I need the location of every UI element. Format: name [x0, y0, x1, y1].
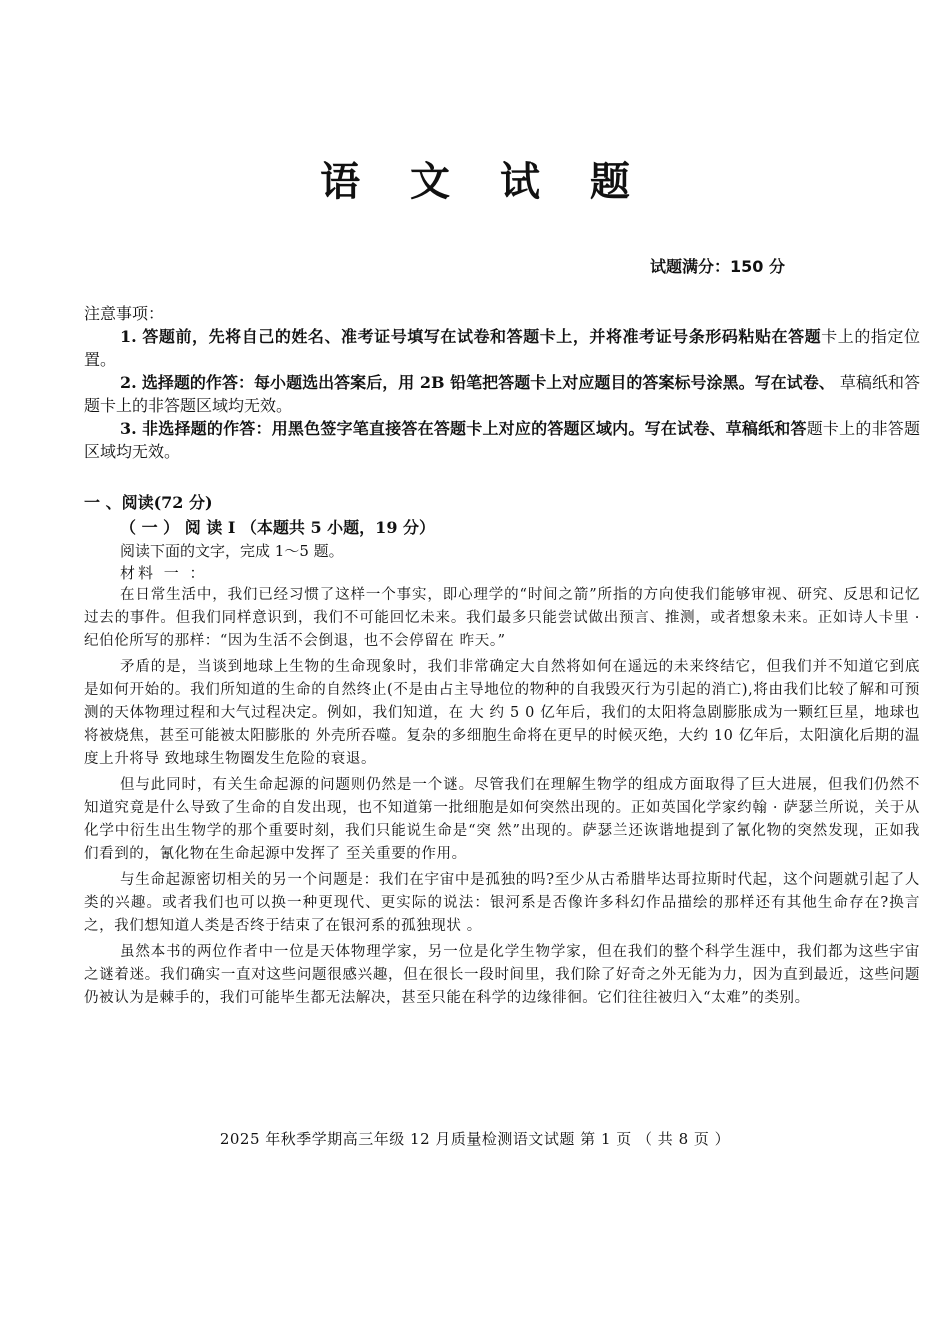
material-label: 材料 一 ：	[120, 564, 208, 582]
notice-item-1	[84, 325, 920, 371]
notice-item-2-number: 2.	[120, 373, 137, 392]
notice-item-3-strong: 非选择题的作答：用黑色签字笔直接答在答题卡上对应的答题区域内。写在试卷、草稿纸和答	[142, 419, 807, 438]
notice-heading: 注意事项：	[84, 304, 165, 323]
notice-item-2-strong: 选择题的作答：每小题选出答案后，用 2B 铅笔把答题卡上对应题目的答案标号涂黑。写在试卷、	[141, 373, 835, 392]
sub-heading: （ 一 ） 阅 读 I （本题共 5 小题，19 分）	[120, 518, 436, 537]
reading-instruction: 阅读下面的文字，完成 1～5 题。	[120, 542, 344, 560]
page-footer: 2025 年秋季学期高三年级 12 月质量检测语文试题 第 1 页 （ 共 8 页 ）	[219, 1130, 731, 1148]
passage-paragraph-1: 在日常生活中，我们已经习惯了这样一个事实，即心理学的“时间之箭”所指的方向使我们能够审视、研究、反思和记忆过去的事件。但我们同样意识到，我们不可能回忆未来。我们最多只能尝试做出预言、推测，或者想象未来。正如诗人卡里 · 纪伯伦所写的那样：“因为生活不会倒退，也不会停留在 昨天。”	[84, 587, 920, 649]
section-heading: 一 、阅读(72 分)	[84, 493, 213, 512]
page-title: 语 文 试 题	[320, 159, 648, 205]
notice-item-3-number: 3.	[120, 419, 137, 438]
notice-item-2	[84, 371, 920, 417]
full-score: 试题满分：150 分	[650, 257, 785, 276]
passage-paragraph-3: 但与此同时，有关生命起源的问题则仍然是一个谜。尽管我们在理解生物学的组成方面取得了巨大进展，但我们仍然不知道究竟是什么导致了生命的自发出现，也不知道第一批细胞是如何突然出现的。正如英国化学家约翰 · 萨瑟兰所说，关于从化学中衍生出生物学的那个重要时刻，我们只能说生命是“突 然”出现的。萨瑟兰还诙谐地提到了氰化物的突然发现，正如我们看到的，氰化物在生命起源中发挥了 至关重要的作用。	[84, 777, 920, 862]
reading-passage	[84, 584, 920, 1013]
passage-paragraph-2: 矛盾的是，当谈到地球上生物的生命现象时，我们非常确定大自然将如何在遥远的未来终结它，但我们并不知道它到底是如何开始的。我们所知道的生命的自然终止(不是由占主导地位的物种的自我毁灭行为引起的消亡),将由我们比较了解和可预测的天体物理过程和大气过程决定。例如，我们知道，在 大 约 5 0 亿年后，我们的太阳将急剧膨胀成为一颗红巨星，地球也将被烧焦，甚至可能被太阳膨胀的 外壳所吞噬。复杂的多细胞生命将在更早的时候灭绝，大约 10 亿年后，太阳演化后期的温度上升将导 致地球生物圈发生危险的衰退。	[84, 659, 920, 767]
passage-paragraph-4: 与生命起源密切相关的另一个问题是：我们在宇宙中是孤独的吗?至少从古希腊毕达哥拉斯时代起，这个问题就引起了人类的兴趣。或者我们也可以换一种更现代、更实际的说法：银河系是否像许多科幻作品描绘的那样还有其他生命存在?换言之，我们想知道人类是否终于结束了在银河系的孤独现状 。	[84, 872, 920, 934]
notice-item-3	[84, 417, 920, 463]
notice-item-1-number: 1.	[120, 327, 137, 346]
notice-item-1-strong: 答题前，先将自己的姓名、准考证号填写在试卷和答题卡上，并将准考证号条形码粘贴在答题	[142, 327, 822, 346]
notice-list	[84, 325, 920, 463]
passage-paragraph-5: 虽然本书的两位作者中一位是天体物理学家，另一位是化学生物学家，但在我们的整个科学生涯中，我们都为这些宇宙之谜着迷。我们确实一直对这些问题很感兴趣，但在很长一段时间里，我们除了好奇之外无能为力，因为直到最近，这些问题仍被认为是棘手的，我们可能毕生都无法解决，甚至只能在科学的边缘徘徊。它们往往被归入“太难”的类别。	[84, 944, 920, 1006]
notice-item-3-rest: 题卡上的非答题区域均无效。	[84, 419, 920, 461]
notice-item-2-rest: 草稿纸和答题卡上的非答题区域均无效。	[84, 373, 920, 415]
notice-item-1-rest: 卡上的指定位置。	[84, 327, 920, 369]
